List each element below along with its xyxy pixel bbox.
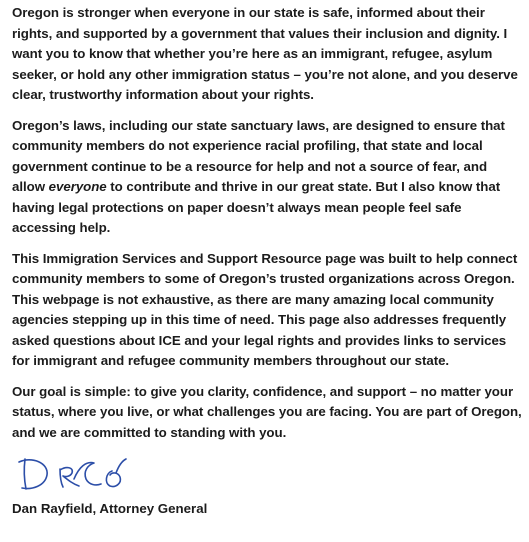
handwritten-signature [16,453,146,495]
paragraph-resource-page: This Immigration Services and Support Resource page was built to help connect community members to some of Oregon’s trusted organizations across Oregon. This webpage is not exhaustive, as there are many amazing local community agencies stepping up in this time of need. This page also addresses frequently asked questions about ICE and your legal rights and provides links to services for immigrant and refugee community members throughout our state. [12,250,518,368]
paragraph-sanctuary-laws [12,116,522,239]
paragraph-sanctuary-laws-emphasis: everyone [48,179,107,194]
paragraph-goal: Our goal is simple: to give you clarity, confidence, and support – no matter your status, where you live, or what challenges you are facing. You are part of Oregon, and we are committed to standing with you. [12,383,522,440]
paragraph-sanctuary-laws-after: to contribute and thrive in our great state. But I also know that having legal protections on paper doesn’t always mean people feel safe accessing help. [12,179,501,235]
paragraph-intro: Oregon is stronger when everyone in our state is safe, informed about their rights, and supported by a government that values their inclusion and dignity. I want you to know that whether you’re here as an immigrant, refugee, asylum seeker, or hold any other immigration status – you’re not alone, and you deserve clear, trustworthy information about your rights. [12,5,518,102]
signer-name: Dan Rayfield, Attorney General [12,501,208,516]
letter-body [12,3,522,519]
paragraph-sanctuary-laws-before: Oregon’s laws, including our state sanctuary laws, are designed to ensure that community members do not experience racial profiling, that state and local government continue to be a resource for help and not a source of fear, and allow [12,117,505,194]
